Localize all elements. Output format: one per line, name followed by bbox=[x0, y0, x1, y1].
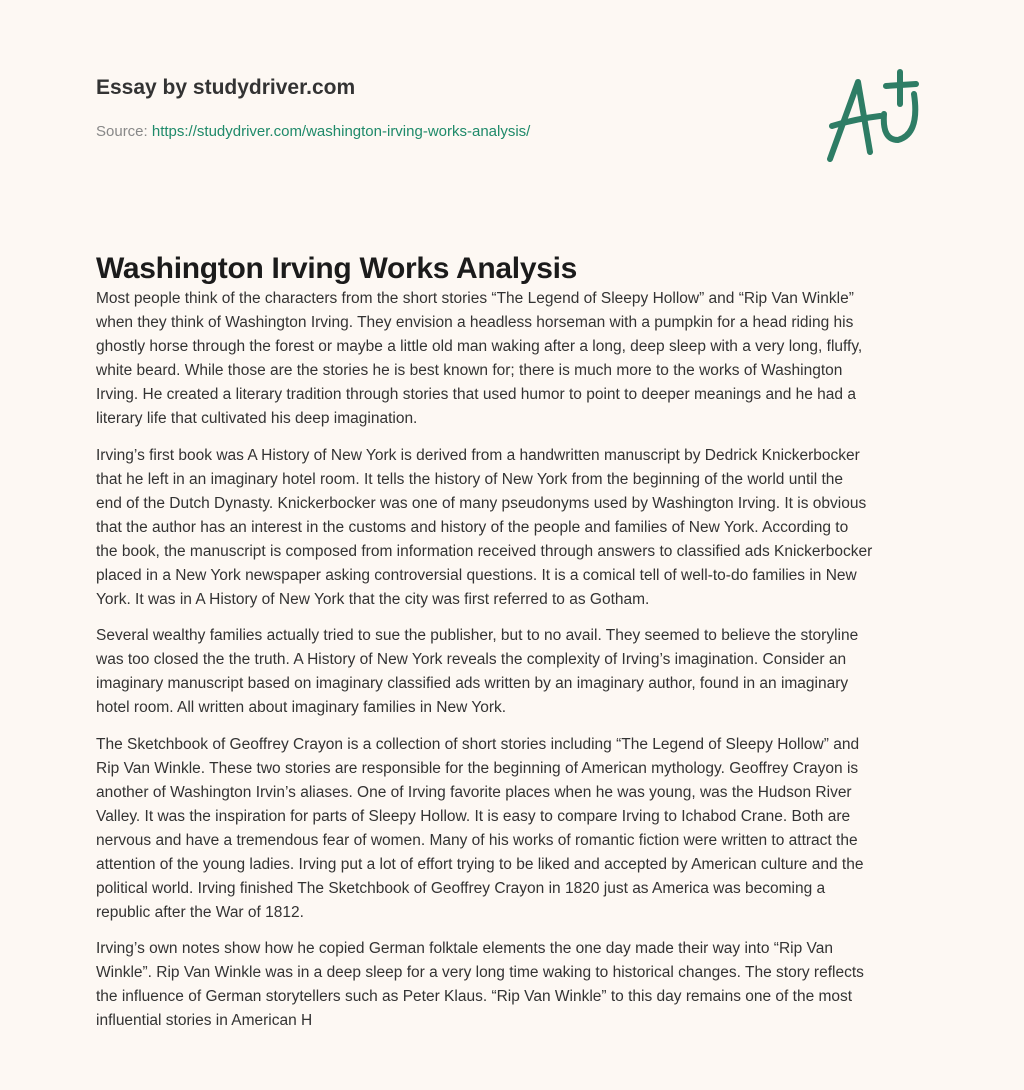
essay-paragraph bbox=[96, 287, 946, 431]
paragraph-line: Irving’s own notes show how he copied German folktale elements the one day made their way into “Rip Van bbox=[96, 940, 833, 957]
paragraph-line: The Sketchbook of Geoffrey Crayon is a collection of short stories including “The Legend of Sleepy Hollow” and bbox=[96, 735, 860, 753]
paragraph-line: the book, the manuscript is composed from information received through answers to classified ads Knickerbocker bbox=[96, 542, 873, 560]
paragraph-line: political world. Irving finished The Sketchbook of Geoffrey Crayon in 1820 just as America was becoming a bbox=[96, 879, 826, 897]
paragraph-line: ghostly horse through the forest or maybe a little old man waking after a long, deep sleep with a very long, fluffy, bbox=[96, 338, 863, 355]
a-plus-logo-icon bbox=[820, 64, 930, 164]
paragraph-line: imaginary manuscript based on imaginary classified ads written by an imaginary author, found in an imaginary bbox=[96, 675, 849, 692]
paragraph-line: the influence of German storytellers such as Peter Klaus. “Rip Van Winkle” to this day remains one of the most bbox=[96, 988, 853, 1005]
paragraph-line: literary life that cultivated his deep imagination. bbox=[96, 410, 418, 427]
paragraph-line: placed in a New York newspaper asking controversial questions. It is a comical tell of well-to-do families in New bbox=[96, 566, 857, 584]
paragraph-line: Valley. It was the inspiration for parts of Sleepy Hollow. It is easy to compare Irving to Ichabod Crane. Both are bbox=[96, 807, 851, 825]
source-line bbox=[96, 123, 530, 140]
essay-paragraph bbox=[96, 444, 946, 612]
paragraph-line: attention of the young ladies. Irving put a lot of effort trying to be liked and accepted by American culture and the bbox=[96, 855, 864, 873]
paragraph-line: Rip Van Winkle. These two stories are responsible for the beginning of American mythology. Geoffrey Crayon is bbox=[96, 759, 859, 777]
paragraph-line: influential stories in American H bbox=[96, 1012, 313, 1029]
source-label: Source: bbox=[96, 123, 148, 140]
paragraph-line: nervous and have a tremendous fear of women. Many of his works of romantic fiction were written to attract the bbox=[96, 831, 858, 849]
essay-paragraph bbox=[96, 624, 946, 720]
essay-paragraph bbox=[96, 733, 946, 925]
paragraph-line: Irving’s first book was A History of New York is derived from a handwritten manuscript by Dedrick Knickerbocker bbox=[96, 446, 860, 464]
paragraph-line: that the author has an interest in the customs and history of the people and families of New York. According to bbox=[96, 518, 849, 536]
paragraph-line: end of the Dutch Dynasty. Knickerbocker was one of many pseudonyms used by Washington Irving. It is obvious bbox=[96, 494, 867, 512]
paragraph-line: republic after the War of 1812. bbox=[96, 903, 304, 921]
paragraph-line: hotel room. All written about imaginary families in New York. bbox=[96, 699, 507, 716]
source-link[interactable]: https://studydriver.com/washington-irving-works-analysis/ bbox=[151, 123, 531, 140]
paragraph-line: that he left in an imaginary hotel room. It tells the history of New York from the beginning of the world until the bbox=[96, 470, 843, 488]
paragraph-line: when they think of Washington Irving. They envision a headless horseman with a pumpkin for a head riding his bbox=[96, 314, 854, 331]
essay-paragraph bbox=[96, 937, 946, 1033]
paragraph-line: York. It was in A History of New York that the city was first referred to as Gotham. bbox=[96, 590, 650, 608]
paragraph-line: Winkle”. Rip Van Winkle was in a deep sleep for a very long time waking to historical changes. The story reflects bbox=[96, 964, 864, 981]
paragraph-line: Irving. He created a literary tradition through stories that used humor to point to deeper meanings and he had a bbox=[96, 386, 856, 403]
paragraph-line: Several wealthy families actually tried to sue the publisher, but to no avail. They seemed to believe the storyline bbox=[96, 627, 859, 644]
site-brand: Essay by studydriver.com bbox=[96, 76, 356, 99]
paragraph-line: white beard. While those are the stories he is best known for; there is much more to the works of Washington bbox=[96, 362, 843, 379]
paragraph-line: another of Washington Irvin’s aliases. One of Irving favorite places when he was young, was the Hudson River bbox=[96, 783, 852, 801]
paragraph-line: was too closed the the truth. A History of New York reveals the complexity of Irving’s imagination. Consider an bbox=[96, 651, 847, 668]
paragraph-line: Most people think of the characters from the short stories “The Legend of Sleepy Hollow” and “Rip Van Winkle” bbox=[96, 290, 854, 307]
essay-body bbox=[96, 287, 946, 1046]
page-title: Washington Irving Works Analysis bbox=[96, 252, 578, 285]
